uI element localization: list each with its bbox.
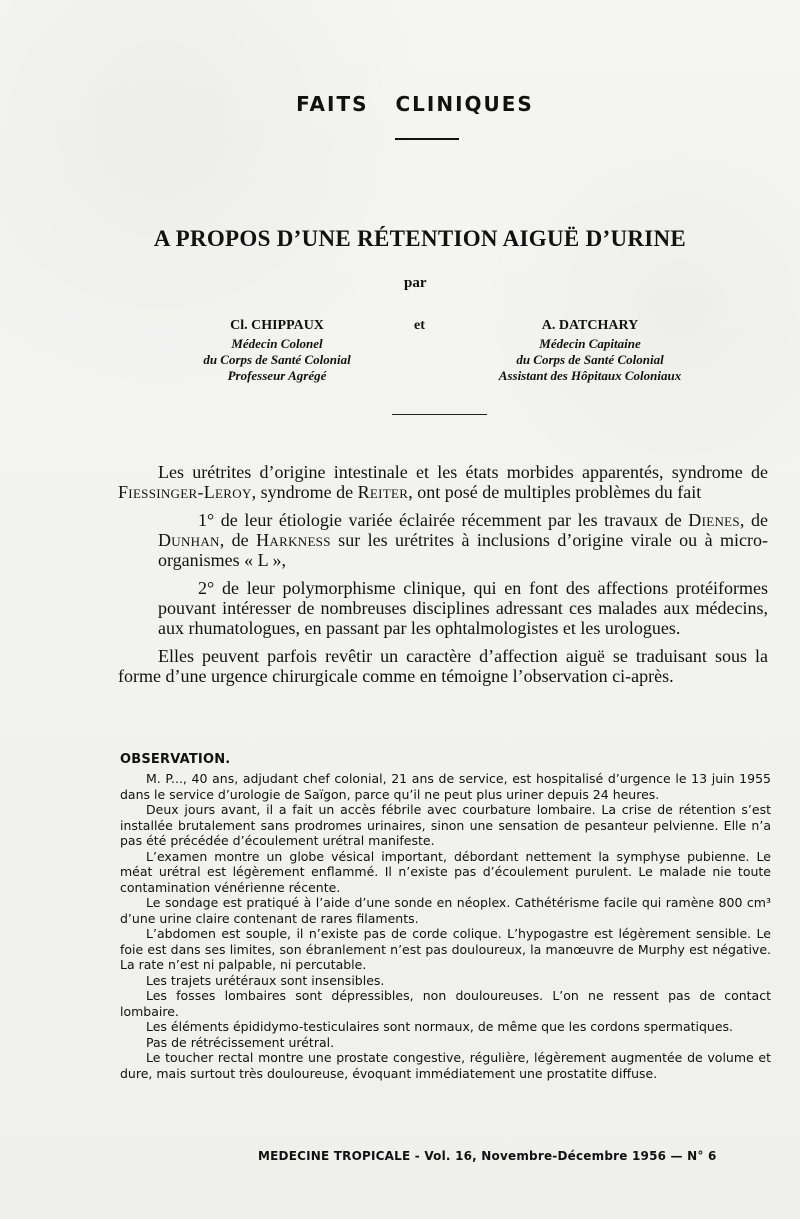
journal-footer: MEDECINE TROPICALE - Vol. 16, Novembre-Décembre 1956 — N° 6 [258, 1149, 717, 1163]
harkness-label: Harkness [256, 530, 331, 550]
author-left [142, 318, 412, 384]
lead-text [118, 462, 768, 686]
observation-paragraph: M. P..., 40 ans, adjudant chef colonial, 21 ans de service, est hospitalisé d’urgence le 13 juin 1955 dans le service d’urologie de Saïgon, parce qu’il ne peut plus uriner depuis 24 heures. [120, 771, 771, 802]
observation-paragraph: Deux jours avant, il a fait un accès fébrile avec courbature lombaire. La crise de rétention s’est installée brutalement sans prodromes urinaires, sinon une sensation de pesanteur pelvienne. Elle n’a pas été précédée d’écoulement urétral manifeste. [120, 802, 771, 848]
dienes-label: Dienes [688, 510, 740, 530]
fiessinger-leroy-label: Fiessinger-Leroy [118, 482, 252, 502]
observation-heading: OBSERVATION. [120, 752, 231, 767]
author-left-line-1: Médecin Colonel [231, 336, 323, 351]
observation-paragraph: Le toucher rectal montre une prostate congestive, régulière, légèrement augmentée de volume et dure, mais surtout très douloureuse, évoquant immédiatement une prostatite diffuse. [120, 1050, 771, 1081]
article-title: A PROPOS D’UNE RÉTENTION AIGUË D’URINE [153, 226, 687, 251]
author-left-line-2: du Corps de Santé Colonial [203, 352, 351, 367]
author-right [455, 318, 725, 384]
author-right-name: A. DATCHARY [541, 318, 639, 333]
observation-paragraph: Pas de rétrécissement urétral. [146, 1034, 335, 1050]
observation-paragraph: Les trajets urétéraux sont insensibles. [146, 972, 385, 988]
observation-paragraph: L’abdomen est souple, il n’existe pas de corde colique. L’hypogastre est légèrement sensible. Le foie est dans ses limites, son ébranlement n’est pas douloureux, la manœuvre de Murphy est négative. La rate n’est ni palpable, ni percutable. [120, 926, 771, 972]
byline-par: par [404, 275, 427, 291]
lead-paragraph-2-part-c: , de [219, 530, 257, 550]
author-right-line-1: Médecin Capitaine [539, 336, 641, 351]
author-left-name: Cl. CHIPPAUX [230, 318, 324, 333]
section-rule [395, 138, 459, 140]
title-separator-rule [392, 414, 487, 415]
lead-paragraph-1 [118, 462, 768, 502]
lead-paragraph-2-part-a: 1° de leur étiologie variée éclairée récemment par les travaux de [198, 510, 689, 530]
author-right-line-2: du Corps de Santé Colonial [516, 352, 664, 367]
lead-paragraph-4: Elles peuvent parfois revêtir un caractère d’affection aiguë se traduisant sous la forme d’une urgence chirurgicale comme en témoigne l’observation ci-après. [118, 646, 768, 686]
observation-paragraph: Les éléments épididymo-testiculaires sont normaux, de même que les cordons spermatiques. [146, 1019, 734, 1034]
lead-paragraph-1-part-b: , syndrome de [251, 482, 358, 502]
observation-paragraph: L’examen montre un globe vésical important, débordant nettement la symphyse pubienne. Le méat urétral est légèrement enflammé. Il n’existe pas d’écoulement purulent. Le malade nie toute contamination vénérienne récente. [120, 848, 771, 895]
lead-paragraph-1-part-a: Les urétrites d’origine intestinale et les états morbides apparentés, syndrome de [158, 462, 768, 482]
dunhan-label: Dunhan [158, 530, 220, 550]
author-left-line-3: Professeur Agrégé [227, 368, 327, 383]
author-separator: et [414, 318, 425, 333]
lead-paragraph-2 [158, 510, 768, 570]
lead-paragraph-2-part-b: , de [739, 510, 768, 530]
section-label: FAITS CLINIQUES [296, 92, 534, 116]
lead-paragraph-2-part-d: sur les urétrites à inclusions d’origine virale ou à micro-organismes « L », [158, 530, 768, 570]
observation-body [120, 771, 771, 1081]
lead-paragraph-3: 2° de leur polymorphisme clinique, qui en font des affections protéiformes pouvant intéresser de nombreuses disciplines adressant ces malades aux médecins, aux rhumatologues, en passant par les ophtalmologistes et les urologues. [158, 578, 768, 638]
reiter-label: Reiter [357, 482, 409, 502]
lead-paragraph-1-part-c: , ont posé de multiples problèmes du fait [408, 482, 702, 502]
author-right-line-3: Assistant des Hôpitaux Coloniaux [498, 368, 682, 383]
observation-paragraph: Les fosses lombaires sont dépressibles, non douloureuses. L’on ne ressent pas de contact lombaire. [120, 988, 771, 1019]
observation-paragraph: Le sondage est pratiqué à l’aide d’une sonde en néoplex. Cathétérisme facile qui ramène 800 cm³ d’une urine claire contenant de rares filaments. [120, 895, 771, 926]
